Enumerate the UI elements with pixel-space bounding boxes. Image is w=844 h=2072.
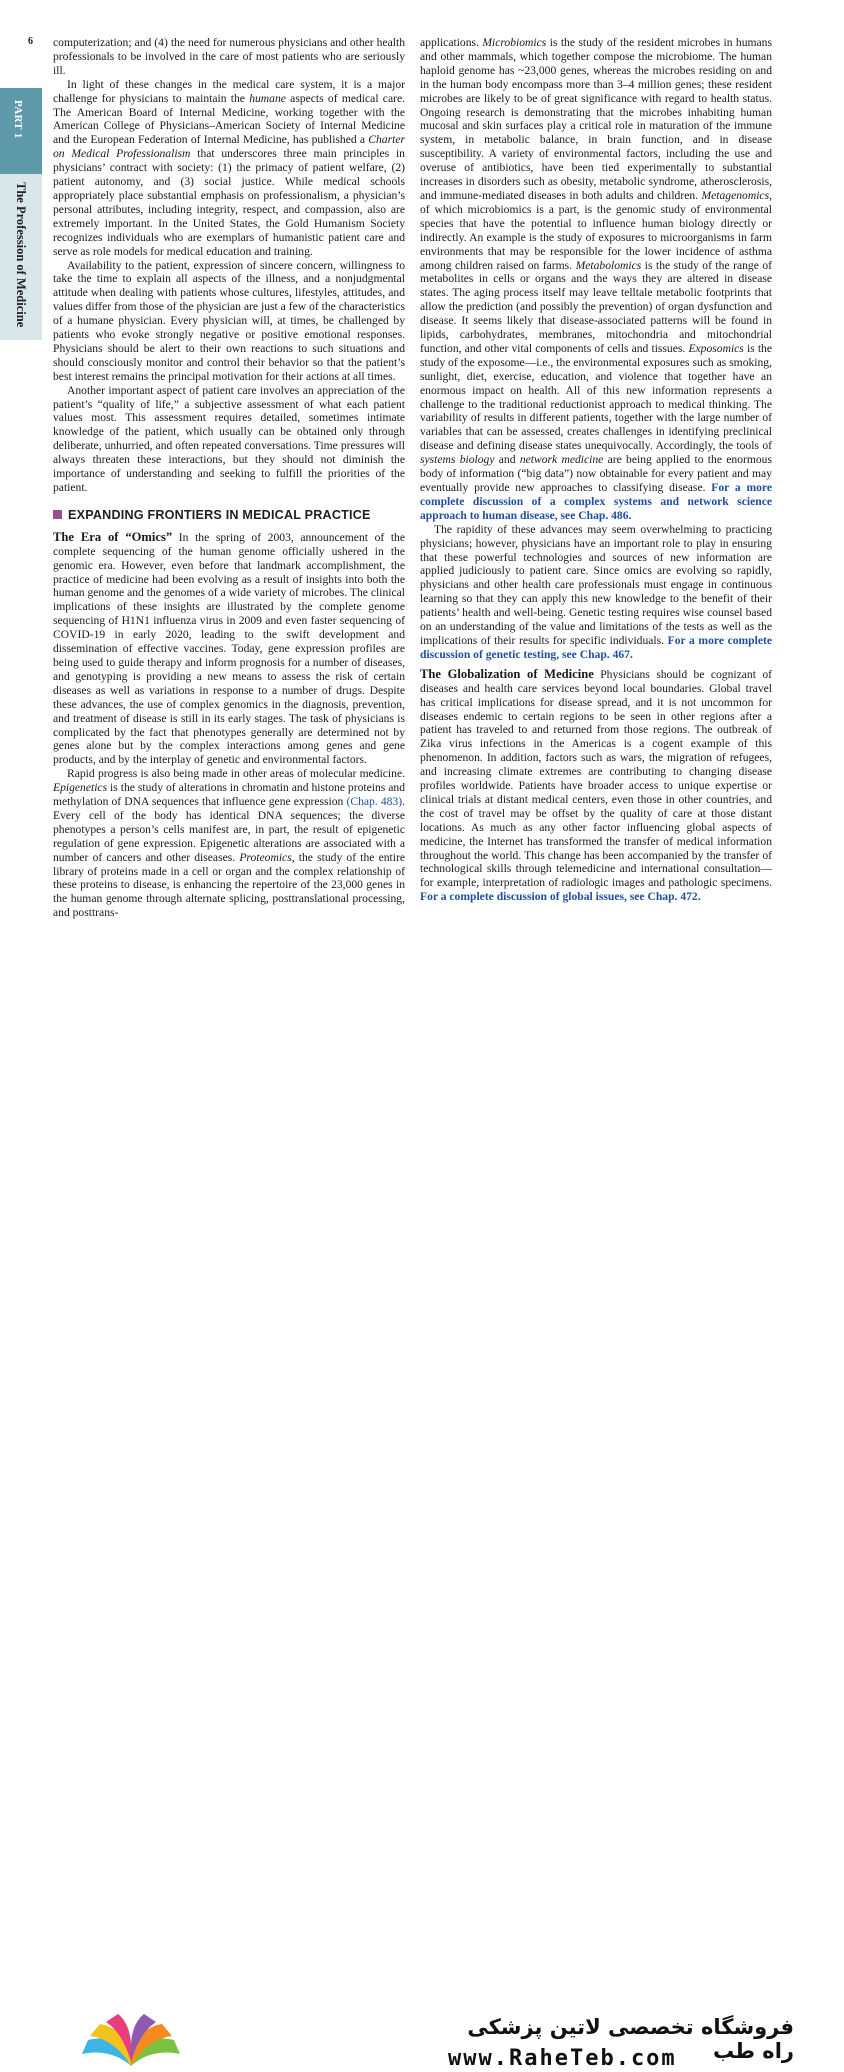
subsection-heading: The Era of “Omics” <box>53 529 173 544</box>
store-url[interactable]: www.RaheTeb.com <box>448 2046 677 2071</box>
book-logo-icon <box>78 2010 184 2072</box>
paragraph: The rapidity of these advances may seem overwhelming to practicing physicians; however, physicians have an important role to play in ensuring that these powerful technologies and sources of new information are applied judiciously to patient care. Since omics are evolving so rapidly, physicians and other health care professionals must engage in continuous learning so that they can apply this new knowledge to the benefit of their patients’ health and well-being. Genetic testing requires wise counsel based on an understanding of the value and limitations of the tests as well as the implications of their results for specific individuals. For a more complete discussion of genetic testing, see Chap. 467. <box>420 522 772 661</box>
paragraph: In light of these changes in the medical care system, it is a major challenge for physicians to maintain the humane aspects of medical care. The American Board of Internal Medicine, working together with the American College of Physicians–American Society of Internal Medicine and the European Federation of Internal Medicine, has published a Charter on Medical Professionalism that underscores three main principles in physicians’ contract with society: (1) the primacy of patient welfare, (2) patient autonomy, and (3) social justice. While medical schools appropriately place substantial emphasis on professionalism, a physician’s personal attributes, including integrity, respect, and compassion, also are extremely important. In the United States, the Gold Humanism Society recognizes individuals who are exemplars of humanistic patient care and serve as role models for medical education and training. <box>53 77 405 258</box>
paragraph: The Era of “Omics” In the spring of 2003, announcement of the complete sequencing of the human genome officially ushered in the genomic era. However, even before that landmark accomplishment, the practice of medicine had been evolving as a result of insights into both the human genome and the genomes of a wide variety of microbes. The clinical implications of these insights are illustrated by the complete genome sequencing of H1N1 influenza virus in 2009 and even faster sequencing of COVID-19 in early 2020, leading to the swift development and dissemination of effective vaccines. Today, gene expression profiles are being used to guide therapy and inform prognosis for a number of diseases, and genotyping is providing a new means to assess the risk of certain diseases as well as variations in response to a number of drugs. Despite these advances, the use of complex genomics in the diagnosis, prevention, and treatment of disease is still in its early stages. The task of physicians is complicated by the fact that phenotypes generally are determined not by genes alone but by the complex interactions among genes and gene products, and by the interplay of genetic and environmental factors. <box>53 529 405 767</box>
paragraph: computerization; and (4) the need for numerous physicians and other health professionals to be involved in the care of most patients who are seriously ill. <box>53 36 405 77</box>
chapter-link[interactable]: For a more complete discussion of a complex systems and network science approach to human disease, see Chap. 486. <box>420 481 772 522</box>
chapter-link[interactable]: For a more complete discussion of genetic testing, see Chap. 467. <box>420 633 772 661</box>
left-column <box>53 36 405 920</box>
section-square-icon <box>53 510 62 519</box>
section-heading: EXPANDING FRONTIERS IN MEDICAL PRACTICE <box>53 509 405 523</box>
part-label: PART 1 <box>12 100 24 139</box>
subsection-heading: The Globalization of Medicine <box>420 666 594 681</box>
footer-watermark <box>0 1000 844 2071</box>
paragraph: Rapid progress is also being made in other areas of molecular medicine. Epigenetics is the study of alterations in chromatin and histone proteins and methylation of DNA sequences that influence gene expression (Chap. 483). Every cell of the body has identical DNA sequences; the diverse phenotypes a person’s cells manifest are, in part, the result of epigenetic regulation of gene expression. Epigenetic alterations are associated with a number of cancers and other diseases. Proteomics, the study of the entire library of proteins made in a cell or organ and the complex relationship of these proteins to disease, is enhancing the repertoire of the 23,000 genes in the human genome through alternate splicing, posttranslational processing, and posttrans- <box>53 767 405 920</box>
chapter-link[interactable]: (Chap. 483) <box>346 795 403 809</box>
chapter-link[interactable]: For a complete discussion of global issues, see Chap. 472. <box>420 890 701 904</box>
paragraph: Availability to the patient, expression of sincere concern, willingness to take the time to explain all aspects of the illness, and a nonjudgmental attitude when dealing with patients whose cultures, lifestyles, attitudes, and values differ from those of the physician are just a few of the characteristics of a humane physician. Every physician will, at times, be challenged by patients who evoke strongly negative or positive emotional responses. Physicians should be alert to their own reactions to such situations and should consciously monitor and control their behavior so that the patient’s best interest remains the principal motivation for their actions at all times. <box>53 258 405 383</box>
page-number: 6 <box>28 36 33 47</box>
paragraph: The Globalization of Medicine Physicians should be cognizant of diseases and health care services beyond local boundaries. Global travel has critical implications for disease spread, and it is not uncommon for diseases endemic to certain regions to be seen in other regions after a patient has traveled to and returned from those regions. The outbreak of Zika virus infections in the Americas is a cogent example of this phenomenon. In addition, factors such as wars, the migration of refugees, and increasing climate extremes are contributing to changing disease profiles worldwide. Patients have broader access to unique expertise or clinical trials at distant medical centers, even those in other countries, and the cost of travel may be offset by the quality of care at those distant locations. As much as any other factor influencing global aspects of medicine, the Internet has transformed the transfer of medical information throughout the world. This change has been accompanied by the transfer of technological skills through telemedicine and international consultation—for example, interpretation of radiologic images and pathologic specimens. For a complete discussion of global issues, see Chap. 472. <box>420 666 772 904</box>
part-title: The Profession of Medicine <box>14 182 28 328</box>
right-column <box>420 36 772 904</box>
paragraph: Another important aspect of patient care involves an appreciation of the patient’s “quality of life,” a subjective assessment of what each patient values most. This assessment requires detailed, sometimes intimate knowledge of the patient, which usually can be obtained only through deliberate, unhurried, and often repeated conversations. Time pressures will always threaten these interactions, but they should not diminish the importance of understanding and seeking to fulfill the priorities of the patient. <box>53 383 405 494</box>
store-name: فروشگاه تخصصی لاتین پزشکی راه طب <box>467 2015 794 2063</box>
paragraph: applications. Microbiomics is the study of the resident microbes in humans and other mammals, which together compose the microbiome. The human haploid genome has ~23,000 genes, whereas the microbes residing on and in the human body encompass more than 3–4 million genes; these resident microbes are likely to be of great significance with regard to health status. Ongoing research is demonstrating that the microbes inhabiting human mucosal and skin surfaces play a critical role in maturation of the immune system, in metabolic balance, in brain function, and in disease susceptibility. A variety of environmental factors, including the use and overuse of antibiotics, have been tied experimentally to substantial increases in disorders such as obesity, metabolic syndrome, atherosclerosis, and immune-mediated diseases in both adults and children. Metagenomics, of which microbiomics is a part, is the genomic study of environmental species that have the potential to influence human biology directly or indirectly. An example is the study of exposures to microorganisms in farm environments that may be responsible for the lower incidence of asthma among children raised on farms. Metabolomics is the study of the range of metabolites in cells or organs and the ways they are altered in disease states. The aging process itself may leave telltale metabolic footprints that allow the prediction (and possibly the prevention) of organ dysfunction and disease. It seems likely that disease-associated patterns will be found in lipids, carbohydrates, membranes, mitochondria and mitochondrial function, and other vital components of cells and tissues. Exposomics is the study of the exposome—i.e., the environmental exposures such as smoking, sunlight, diet, exercise, education, and violence that together have an enormous impact on health. All of this new information represents a challenge to the traditional reductionist approach to medical thinking. The variability of results in different patients, together with the large number of variables that can be assessed, creates challenges in identifying preclinical disease and defining disease states unequivocally. Accordingly, the tools of systems biology and network medicine are being applied to the enormous body of information (“big data”) now obtainable for every patient and may eventually provide new approaches to classifying disease. For a more complete discussion of a complex systems and network science approach to human disease, see Chap. 486. <box>420 36 772 522</box>
